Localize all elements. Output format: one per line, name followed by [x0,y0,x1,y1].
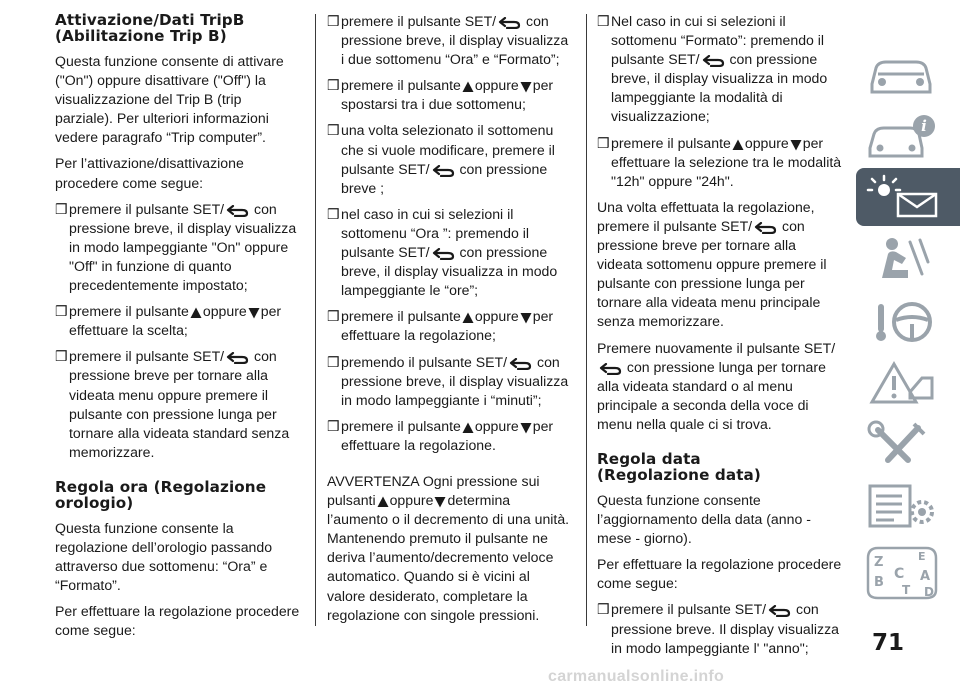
list-item: ❒ premere il pulsante oppure per effettuare la regolazione; [327,308,554,344]
section-heading: Regola ora (Regolazione orologio) [55,477,267,512]
list-item: ❒ premendo il pulsante SET/ con pressione breve, il display visualizza in modo lampeggiante i “minuti”; [327,353,569,408]
car-info-icon [862,112,942,162]
arrow-up-icon [377,496,389,508]
paragraph: Per l’attivazione/disattivazione procedere come segue: [55,155,244,191]
service-checklist-icon [862,482,942,532]
back-button-icon [701,55,725,67]
column-3 [597,12,843,665]
arrow-up-icon [462,422,474,434]
tab-safety[interactable] [856,228,960,290]
column-divider [315,14,316,626]
svg-text:D: D [924,585,934,599]
list-item: ❒ premere il pulsante oppure per effettuare la regolazione. [327,417,554,453]
back-button-icon [225,352,249,364]
arrow-down-icon [520,422,532,434]
list-item: ❒ premere il pulsante oppure per spostarsi tra i due sottomenu; [327,77,554,113]
back-button-icon [508,358,532,370]
column-2 [327,12,572,632]
tab-vehicle-info[interactable] [856,106,960,168]
list-item: ❒ premere il pulsante SET/ con pressione breve. Il display visualizza in modo lampeggiante l' "anno"; [597,601,839,656]
back-button-icon [431,165,455,177]
tools-icon [862,420,942,470]
paragraph: Questa funzione consente la regolazione dell’orologio passando attraverso due sottomenu: “Ora” e “Formato”. [55,519,273,594]
steering-wheel-icon [862,296,942,346]
airbag-seat-icon [862,234,942,284]
section-heading: Regola data (Regolazione data) [597,449,761,484]
back-button-icon [431,248,455,260]
arrow-down-icon [248,307,260,319]
arrow-down-icon [790,139,802,151]
list-item: ❒ Nel caso in cui si selezioni il sottomenu “Formato”: premendo il pulsante SET/ con pressione breve, il display visualizza in modo lampeggiante la modalità di visualizzazione; [597,13,828,125]
arrow-down-icon [434,496,446,508]
back-button-icon [598,363,622,375]
list-item: ❒ premere il pulsante oppure per effettuare la selezione tra le modalità "12h" oppure "24h". [597,134,842,189]
list-item: ❒ una volta selezionato il sottomenu che si vuole modificare, premere il pulsante SET/ con pressione breve ; [327,122,555,196]
arrow-down-icon [520,81,532,93]
back-button-icon [767,605,791,617]
svg-text:T: T [902,583,911,597]
section-heading: Attivazione/Dati TripB (Abilitazione Trip B) [55,11,245,45]
paragraph: Per effettuare la regolazione procedere come segue: [55,603,300,639]
arrow-up-icon [462,312,474,324]
tab-technical-data[interactable] [856,476,960,538]
svg-text:B: B [874,575,884,590]
paragraph: Per effettuare la regolazione procedere come segue: [597,556,842,592]
list-item: ❒ premere il pulsante oppure per effettuare la scelta; [55,303,282,339]
paragraph: Premere nuovamente il pulsante SET/ con pressione lunga per tornare alla videata standard o al menu principale a seconda della voce di menu nella quale ci si trova. [597,339,836,432]
paragraph: Questa funzione consente l’aggiornamento della data (anno - mese - giorno). [597,491,811,547]
paragraph: Una volta effettuata la regolazione, premere il pulsante SET/ con pressione breve per tornare alla videata sottomenu oppure premere il pulsante con pressione lunga per tornare alla videata menu principale senza memorizzare. [597,198,827,330]
list-item: ❒ premere il pulsante SET/ con pressione breve per tornare alla videata menu oppure premere il pulsante con pressione lunga per tornare alla videata standard senza memorizzare. [55,348,290,460]
tab-starting-driving[interactable] [856,290,960,352]
alphabet-index-icon [862,544,942,600]
list-item: ❒ premere il pulsante SET/ con pressione breve, il display visualizza i due sottomenu “Ora” e “Formato”; [327,13,569,68]
arrow-up-icon [462,81,474,93]
arrow-down-icon [520,312,532,324]
road-warning-icon [862,358,942,408]
warning-paragraph: AVVERTENZA Ogni pressione sui pulsanti oppure determina l’aumento o il decremento di una unità. Mantenendo premuto il pulsante ne deriva l’aumento/decremento veloce automatico. Quando si è vicini al valore desiderato, completare la regolazione con singole pressioni. [327,472,570,623]
column-1 [55,12,300,647]
back-button-icon [497,17,521,29]
back-button-icon [225,205,249,217]
svg-text:E: E [918,550,926,563]
svg-text:i: i [921,117,927,135]
column-divider [586,14,587,626]
tab-warning-lights-messages[interactable] [856,168,960,226]
tab-index[interactable] [856,538,960,600]
list-item: ❒ nel caso in cui si selezioni il sottomenu “Ora ”: premendo il pulsante SET/ con pressione breve, il display visualizza in modo lampeggiante le “ore”; [327,205,558,299]
warning-light-message-icon [862,174,942,222]
watermark: carmanualsonline.info [548,668,725,685]
tab-vehicle[interactable] [856,44,960,106]
paragraph: Questa funzione consente di attivare ("On") oppure disattivare ("Off") la visualizzazione del Trip B (trip parziale). Per ulteriori informazioni vedere paragrafo “Trip computer”. [55,53,284,146]
page-number: 71 [872,630,905,656]
tab-emergency[interactable] [856,352,960,414]
back-button-icon [753,222,777,234]
svg-text:A: A [920,569,931,584]
svg-text:C: C [894,566,905,582]
arrow-up-icon [190,307,202,319]
tab-maintenance[interactable] [856,414,960,476]
car-icon [862,50,942,100]
list-item: ❒ premere il pulsante SET/ con pressione breve, il display visualizza in modo lampeggiante "On" oppure "Off" in funzione di quanto precedentemente impostato; [55,200,297,294]
svg-text:Z: Z [874,555,884,570]
arrow-up-icon [732,139,744,151]
